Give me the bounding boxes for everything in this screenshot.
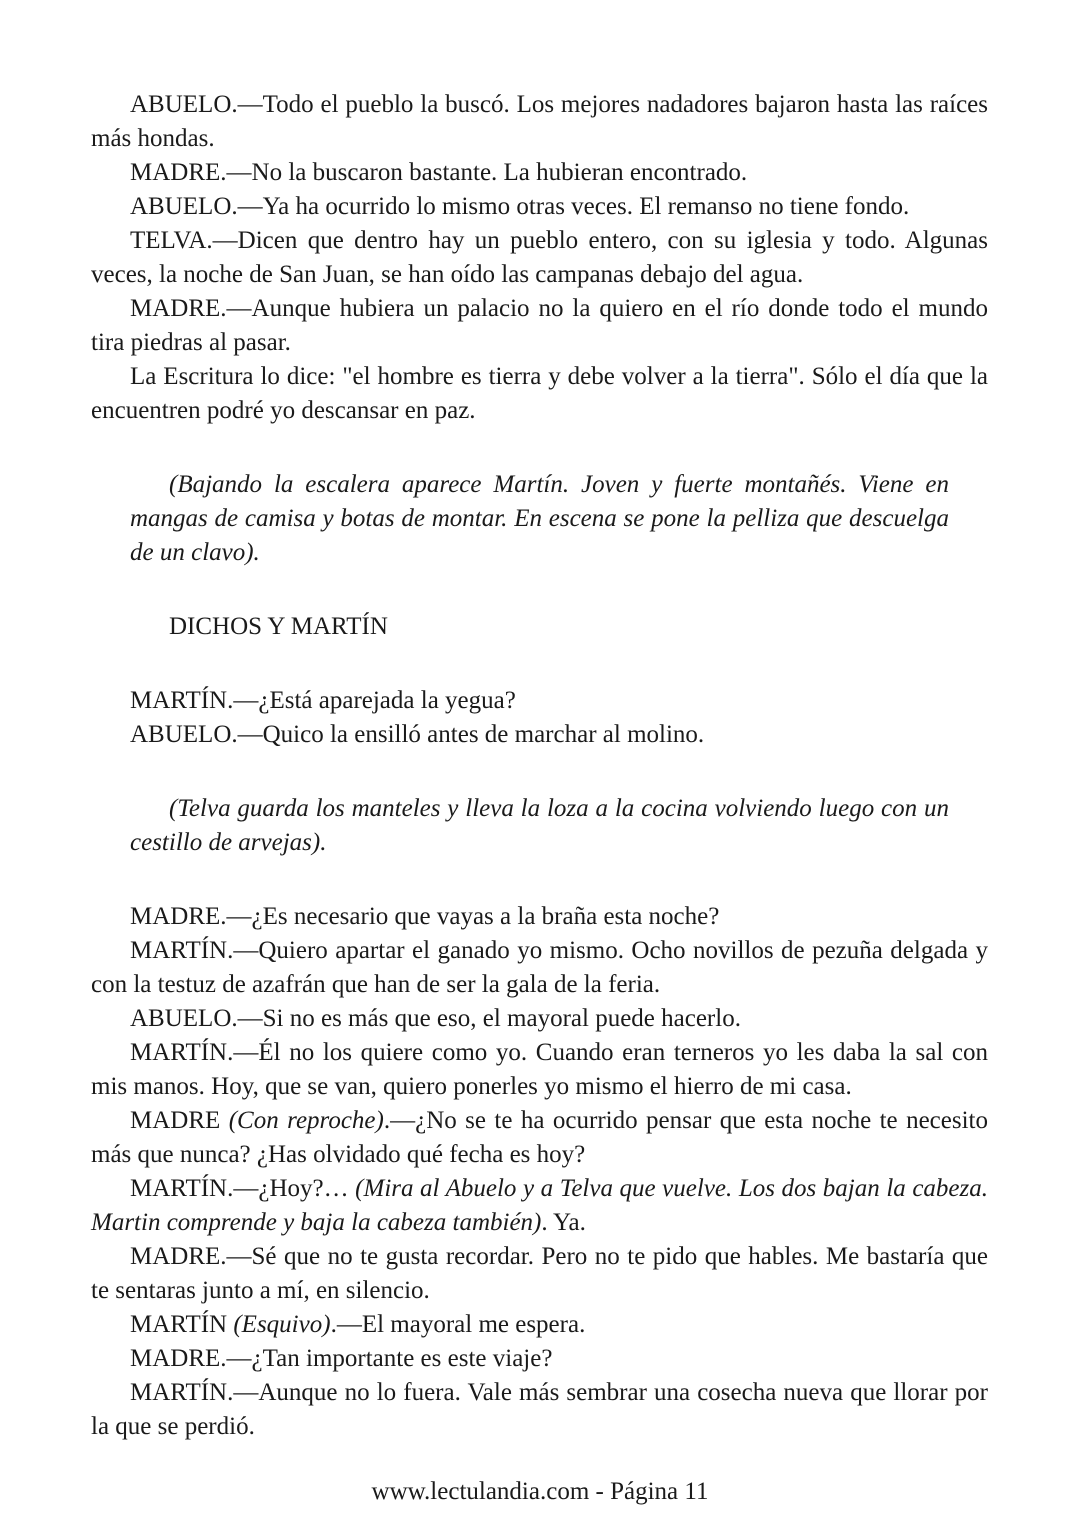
dialogue-line: ABUELO.—Ya ha ocurrido lo mismo otras veces. El remanso no tiene fondo. [130, 193, 910, 220]
stage-direction: (Bajando la escalera aparece Martín. Joven y fuerte montañés. Viene en mangas de camisa y botas de montar. En escena se pone la pelliza que descuelga de un clavo). [130, 471, 949, 566]
dialogue-line: ABUELO.—Quico la ensilló antes de marchar al molino. [130, 721, 705, 748]
aside-direction: (Mira al Abuelo y a Telva que vuelve. Los dos bajan la cabeza. Martin comprende y baja la cabeza también) [91, 1175, 988, 1236]
stage-direction: (Telva guarda los manteles y lleva la loza a la cocina volviendo luego con un cestillo de arvejas). [130, 795, 949, 856]
dialogue-line: MADRE.—¿Es necesario que vayas a la braña esta noche? [130, 903, 720, 930]
dialogue-line: MARTÍN.—Aunque no lo fuera. Vale más sembrar una cosecha nueva que llorar por la que se perdió. [91, 1379, 988, 1440]
spacer [91, 752, 988, 792]
aside-direction: (Con reproche) [228, 1107, 384, 1134]
dialogue-line [91, 1308, 988, 1342]
aside-direction: (Esquivo) [233, 1311, 331, 1338]
scene-heading: DICHOS Y MARTÍN [169, 613, 388, 640]
dialogue-line: ABUELO.—Todo el pueblo la buscó. Los mejores nadadores bajaron hasta las raíces más hondas. [91, 91, 988, 152]
dialogue-line: MARTÍN.—Él no los quiere como yo. Cuando eran terneros yo les daba la sal con mis manos. Hoy, que se van, quiero ponerles yo mismo el hierro de mi casa. [91, 1039, 988, 1100]
dialogue-line: MADRE.—Aunque hubiera un palacio no la quiero en el río donde todo el mundo tira piedras al pasar. [91, 295, 988, 356]
dialogue-line [91, 1104, 988, 1172]
spacer [91, 428, 988, 468]
dialogue-line [91, 1172, 988, 1240]
dialogue-line: MADRE.—¿Tan importante es este viaje? [130, 1345, 553, 1372]
dialogue-line: MARTÍN.—Quiero apartar el ganado yo mismo. Ocho novillos de pezuña delgada y con la testuz de azafrán que han de ser la gala de la feria. [91, 937, 988, 998]
speech-text: MARTÍN.—¿Hoy?… [130, 1175, 356, 1202]
dialogue-line: MADRE.—Sé que no te gusta recordar. Pero no te pido que hables. Me bastaría que te sentaras junto a mí, en silencio. [91, 1243, 988, 1304]
speech-text: . Ya. [541, 1209, 586, 1236]
spacer [91, 570, 988, 610]
spacer [91, 860, 988, 900]
page-footer: www.lectulandia.com - Página 11 [371, 1478, 709, 1505]
spacer [91, 644, 988, 684]
dialogue-line: MADRE.—No la buscaron bastante. La hubieran encontrado. [130, 159, 748, 186]
speech-text: .—El mayoral me espera. [330, 1311, 586, 1338]
dialogue-line: TELVA.—Dicen que dentro hay un pueblo entero, con su iglesia y todo. Algunas veces, la noche de San Juan, se han oído las campanas debajo del agua. [91, 227, 988, 288]
dialogue-line: ABUELO.—Si no es más que eso, el mayoral puede hacerlo. [130, 1005, 741, 1032]
speech-text: .—¿No se te ha ocurrido pensar que esta noche te necesito más que nunca? ¿Has olvidado qué fecha es hoy? [91, 1107, 988, 1168]
speaker-name: MARTÍN [130, 1311, 234, 1338]
speaker-name: MADRE [130, 1107, 221, 1134]
dialogue-line: La Escritura lo dice: "el hombre es tierra y debe volver a la tierra". Sólo el día que la encuentren podré yo descansar en paz. [91, 363, 988, 424]
page-body [91, 88, 988, 1444]
dialogue-line: MARTÍN.—¿Está aparejada la yegua? [130, 687, 516, 714]
